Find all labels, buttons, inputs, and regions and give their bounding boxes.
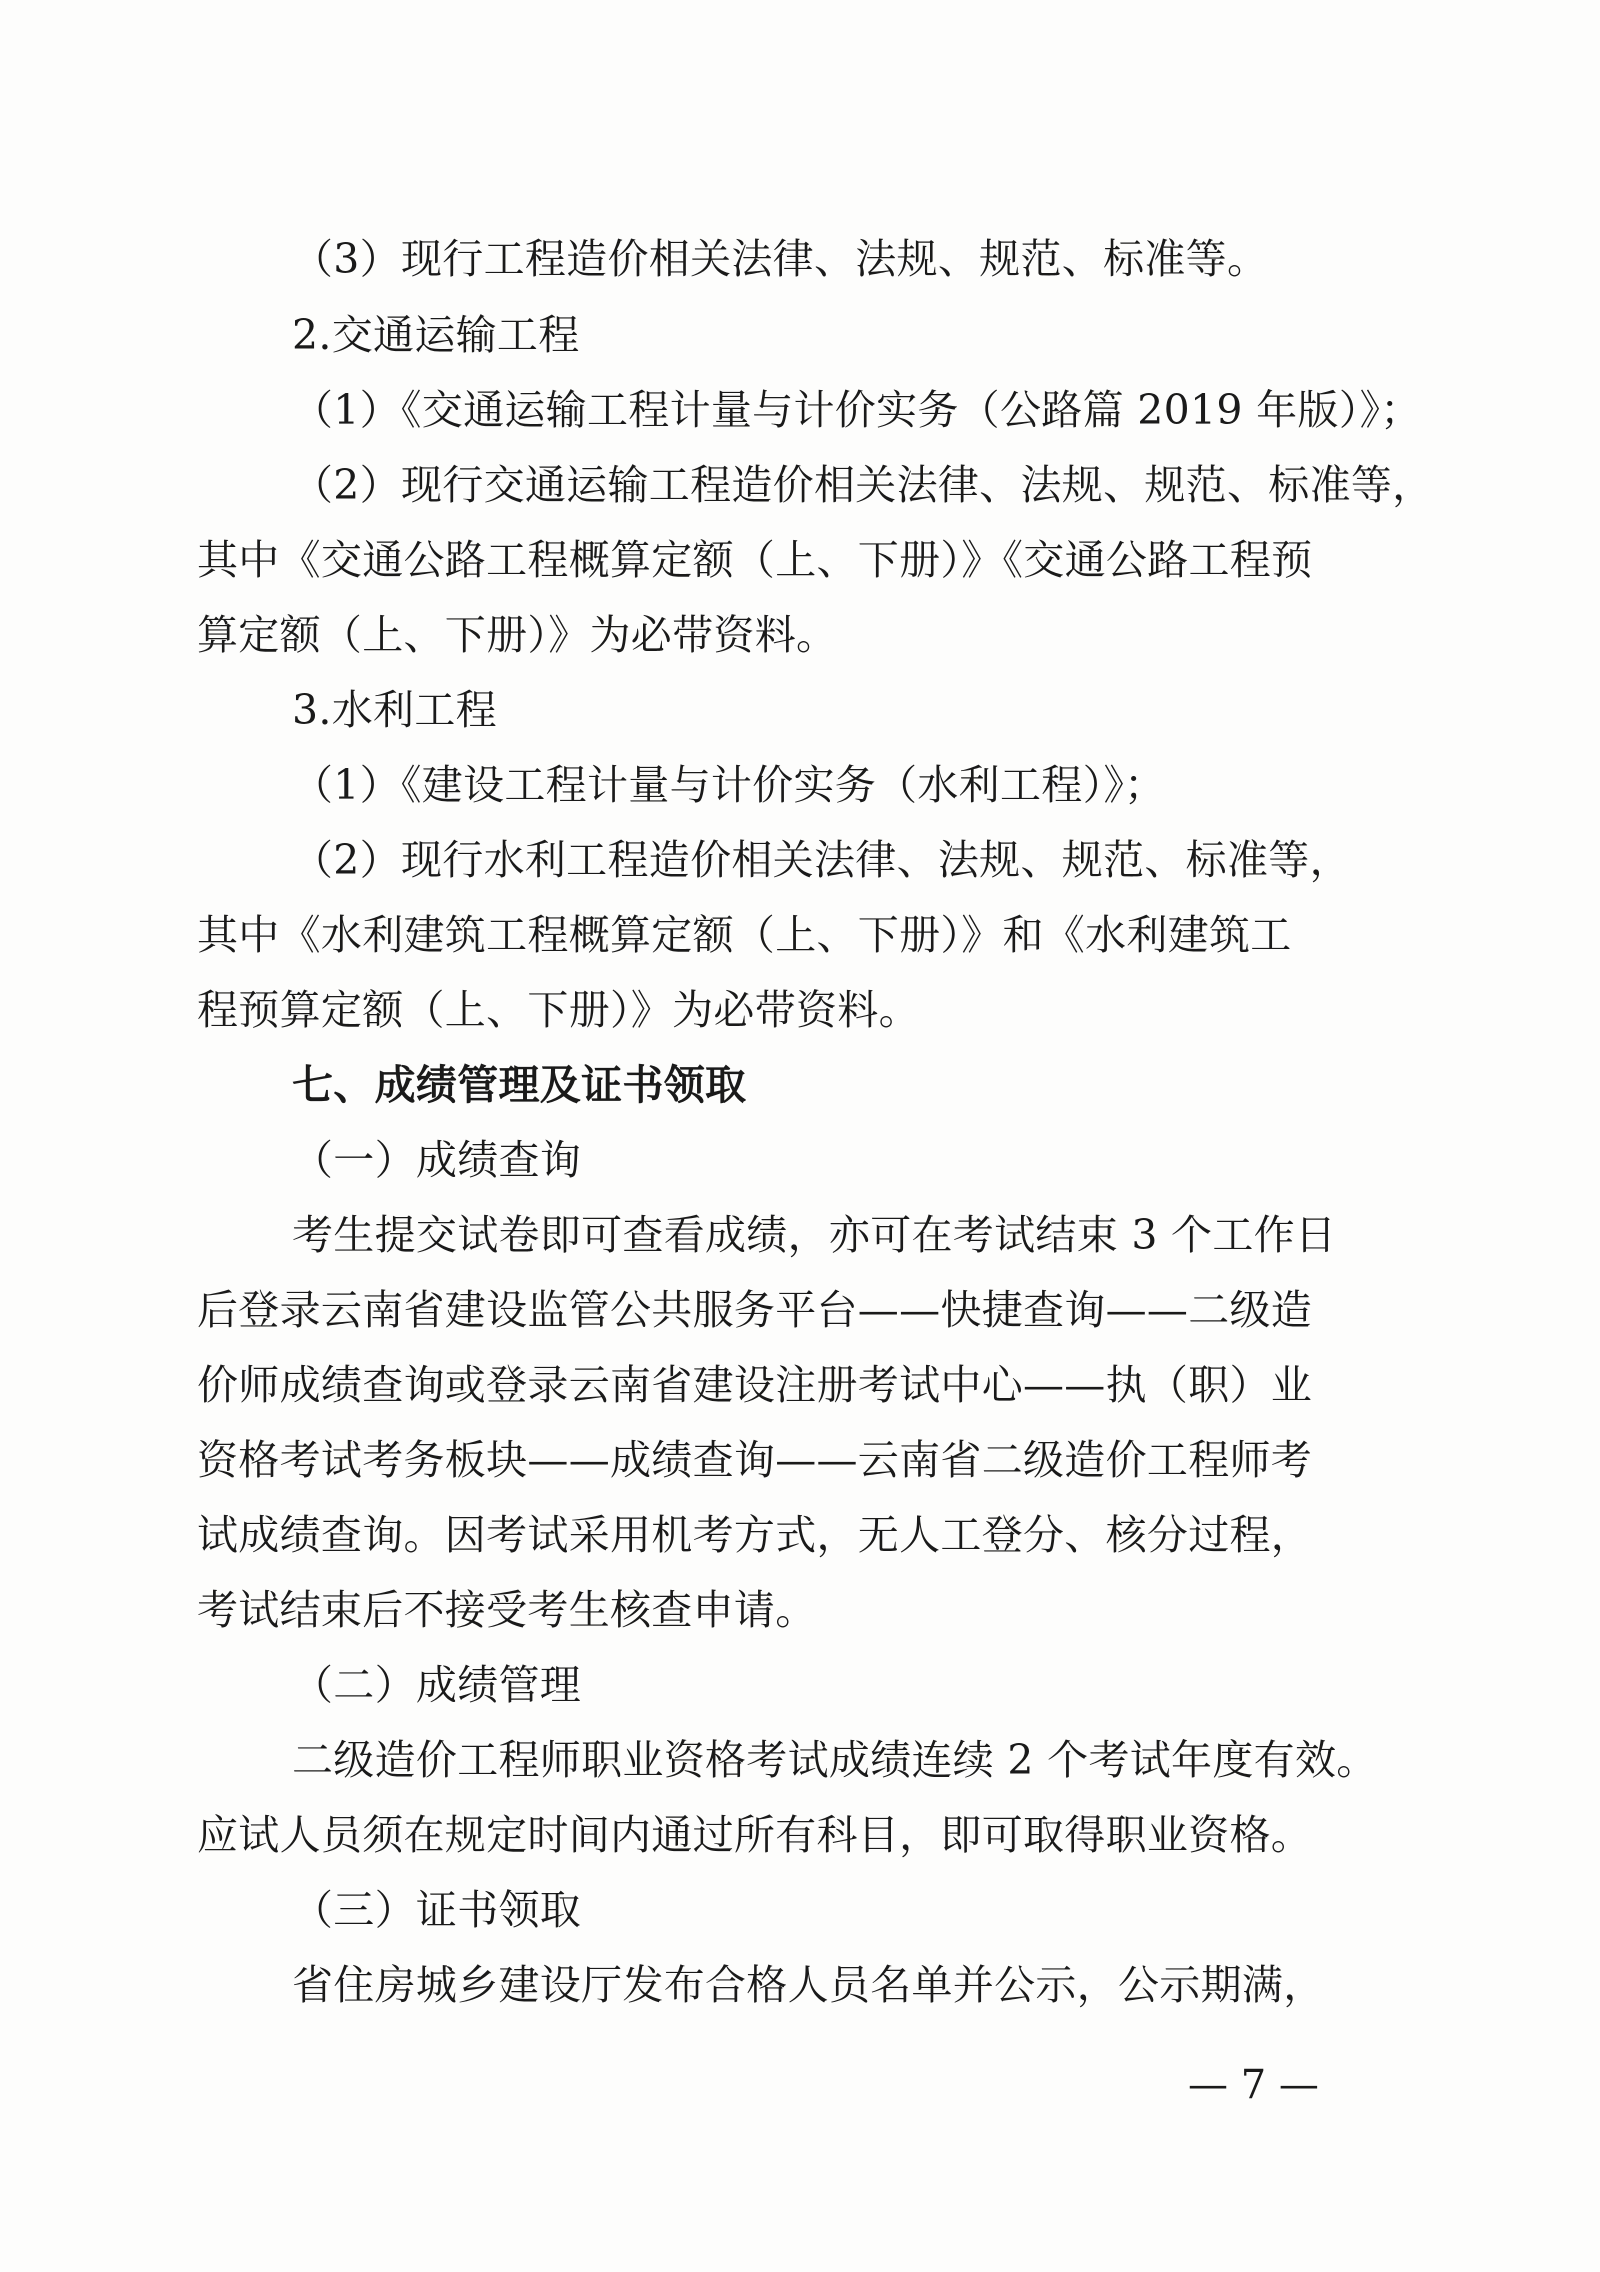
text-line: 考试结束后不接受考生核查申请。: [197, 1586, 817, 1634]
text-line: 考生提交试卷即可查看成绩，亦可在考试结束 3 个工作日: [292, 1211, 1337, 1259]
text-line: （1）《交通运输工程计量与计价实务（公路篇 2019 年版）》；: [292, 386, 1422, 434]
text-line: 价师成绩查询或登录云南省建设注册考试中心——执（职）业: [197, 1361, 1313, 1409]
subsection-title: （二）成绩管理: [292, 1661, 582, 1709]
subsection-title: （三）证书领取: [292, 1886, 582, 1934]
text-line: 省住房城乡建设厅发布合格人员名单并公示，公示期满，: [292, 1961, 1325, 2009]
text-line: （1）《建设工程计量与计价实务（水利工程）》；: [292, 761, 1166, 809]
text-line: 其中《水利建筑工程概算定额（上、下册）》和《水利建筑工: [197, 911, 1292, 959]
text-line: （3）现行工程造价相关法律、法规、规范、标准等。: [292, 235, 1269, 283]
text-line: 其中《交通公路工程概算定额（上、下册）》《交通公路工程预: [197, 536, 1313, 584]
chapter-heading: 七、成绩管理及证书领取: [292, 1061, 747, 1109]
text-line: 应试人员须在规定时间内通过所有科目，即可取得职业资格。: [197, 1811, 1313, 1859]
text-line: 算定额（上、下册）》为必带资料。: [197, 611, 838, 659]
section-title: 3.水利工程: [292, 686, 497, 734]
text-line: 程预算定额（上、下册）》为必带资料。: [197, 986, 920, 1034]
text-line: 资格考试考务板块——成绩查询——云南省二级造价工程师考: [197, 1436, 1313, 1484]
text-line: 后登录云南省建设监管公共服务平台——快捷查询——二级造: [197, 1286, 1313, 1334]
text-line: （2）现行水利工程造价相关法律、法规、规范、标准等，: [292, 836, 1351, 884]
section-title: 2.交通运输工程: [292, 311, 580, 359]
text-line: （2）现行交通运输工程造价相关法律、法规、规范、标准等，: [292, 461, 1434, 509]
text-line: 二级造价工程师职业资格考试成绩连续 2 个考试年度有效。: [292, 1736, 1378, 1784]
page-number: — 7 —: [1188, 2062, 1319, 2108]
subsection-title: （一）成绩查询: [292, 1136, 582, 1184]
text-line: 试成绩查询。因考试采用机考方式，无人工登分、核分过程，: [197, 1511, 1313, 1559]
